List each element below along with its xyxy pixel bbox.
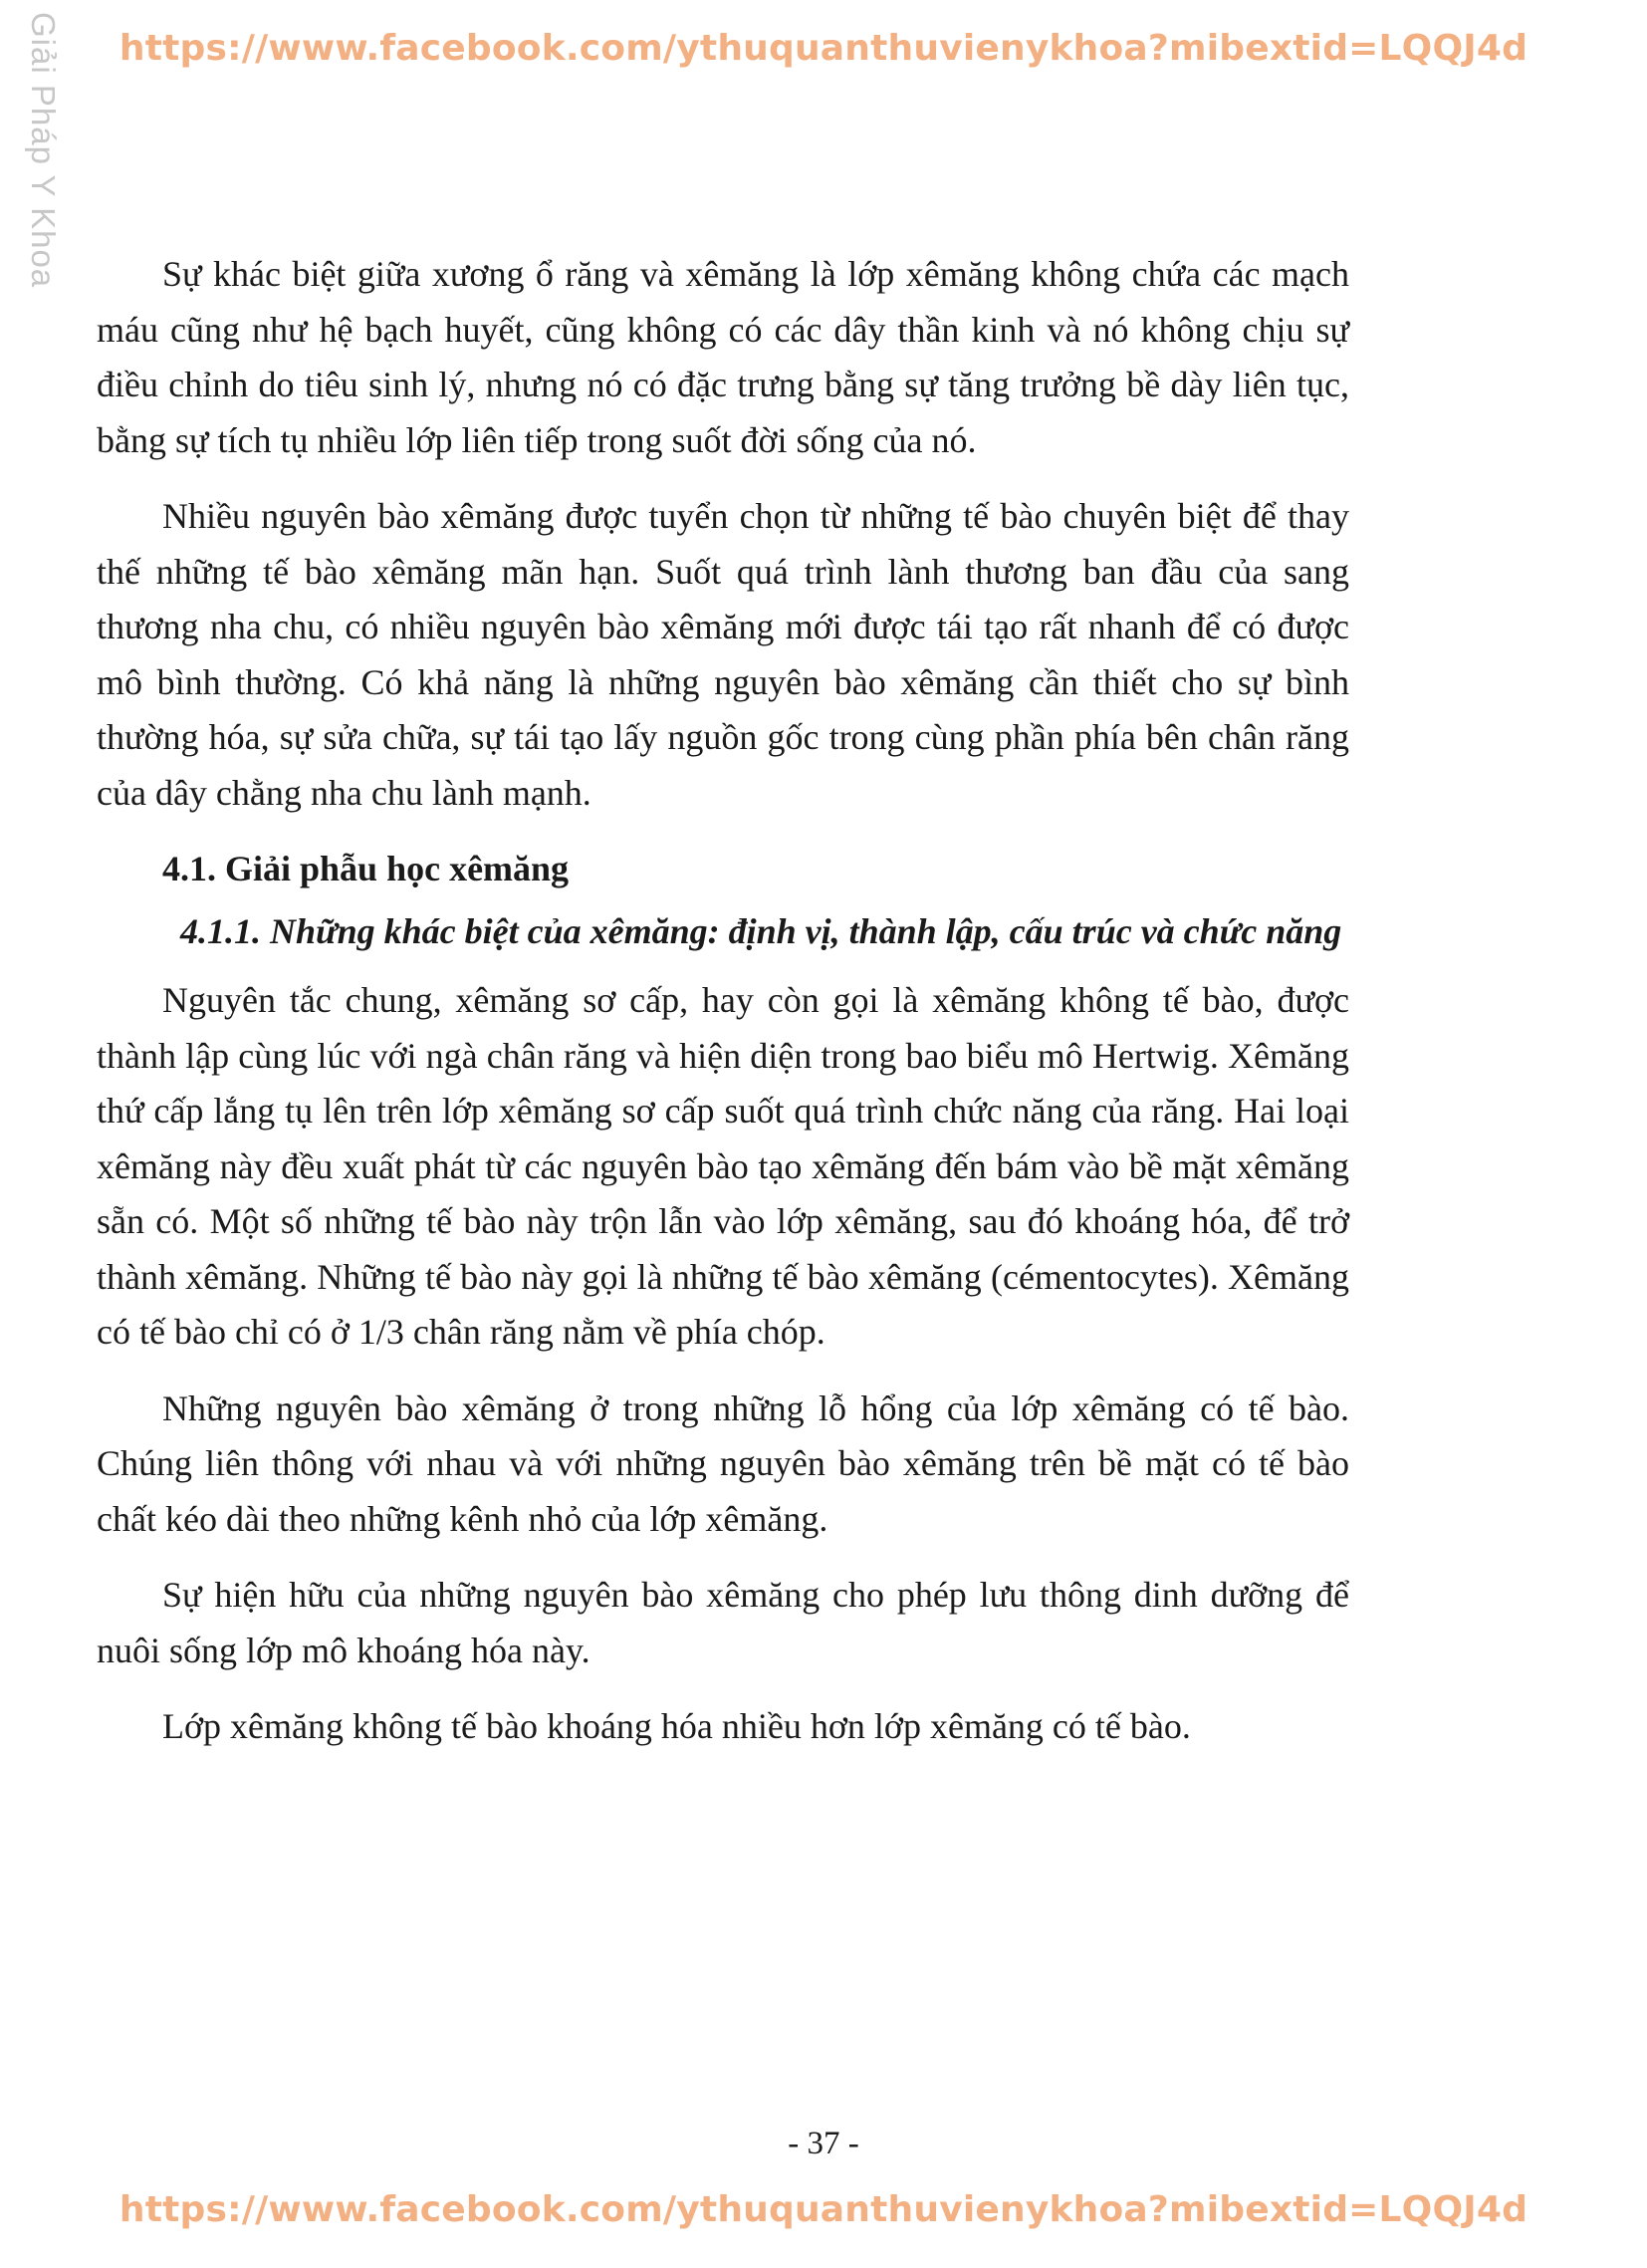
side-watermark: Giải Pháp Y Khoa xyxy=(25,12,62,289)
subsection-heading-4-1-1: 4.1.1. Những khác biệt của xêmăng: định vị, thành lập, cấu trúc và chức năng xyxy=(180,911,1342,951)
watermark-url-bottom: https://www.facebook.com/ythuquanthuvienykhoa?mibextid=LQQJ4d xyxy=(118,2189,1529,2230)
paragraph-1: Sự khác biệt giữa xương ổ răng và xêmăng là lớp xêmăng không chứa các mạch máu cũng như hệ bạch huyết, cũng không có các dây thần kinh và nó không chịu sự điều chỉnh do tiêu sinh lý, nhưng nó có đặc trưng bằng sự tăng trưởng bề dày liên tục, bằng sự tích tụ nhiều lớp liên tiếp trong suốt đời sống của nó. xyxy=(97,254,1349,460)
paragraph-5: Sự hiện hữu của những nguyên bào xêmăng cho phép lưu thông dinh dưỡng để nuôi sống lớp mô khoáng hóa này. xyxy=(97,1575,1349,1670)
watermark-url-top: https://www.facebook.com/ythuquanthuvienykhoa?mibextid=LQQJ4d xyxy=(118,28,1529,69)
section-heading-4-1: 4.1. Giải phẫu học xêmăng xyxy=(162,849,570,888)
page-number: - 37 - xyxy=(788,2126,859,2161)
paragraph-4: Những nguyên bào xêmăng ở trong những lỗ hổng của lớp xêmăng có tế bào. Chúng liên thông với nhau và với những nguyên bào xêmăng trên bề mặt có tế bào chất kéo dài theo những kênh nhỏ của lớp xêmăng. xyxy=(97,1387,1349,1539)
paragraph-3: Nguyên tắc chung, xêmăng sơ cấp, hay còn gọi là xêmăng không tế bào, được thành lập cùng lúc với ngà chân răng và hiện diện trong bao biểu mô Hertwig. Xêmăng thứ cấp lắng tụ lên trên lớp xêmăng sơ cấp suốt quá trình chức năng của răng. Hai loại xêmăng này đều xuất phát từ các nguyên bào tạo xêmăng đến bám vào bề mặt xêmăng sẵn có. Một số những tế bào này trộn lẫn vào lớp xêmăng, sau đó khoáng hóa, để trở thành xêmăng. Những tế bào này gọi là những tế bào xêmăng (cémentocytes). Xêmăng có tế bào chỉ có ở 1/3 chân răng nằm về phía chóp. xyxy=(97,980,1349,1352)
paragraph-2: Nhiều nguyên bào xêmăng được tuyển chọn từ những tế bào chuyên biệt để thay thế những tế bào xêmăng mãn hạn. Suốt quá trình lành thương ban đầu của sang thương nha chu, có nhiều nguyên bào xêmăng mới được tái tạo rất nhanh để có được mô bình thường. Có khả năng là những nguyên bào xêmăng cần thiết cho sự bình thường hóa, sự sửa chữa, sự tái tạo lấy nguồn gốc trong cùng phần phía bên chân răng của dây chằng nha chu lành mạnh. xyxy=(97,496,1349,813)
paragraph-6: Lớp xêmăng không tế bào khoáng hóa nhiều hơn lớp xêmăng có tế bào. xyxy=(162,1706,1191,1746)
page-content xyxy=(97,247,1349,1776)
